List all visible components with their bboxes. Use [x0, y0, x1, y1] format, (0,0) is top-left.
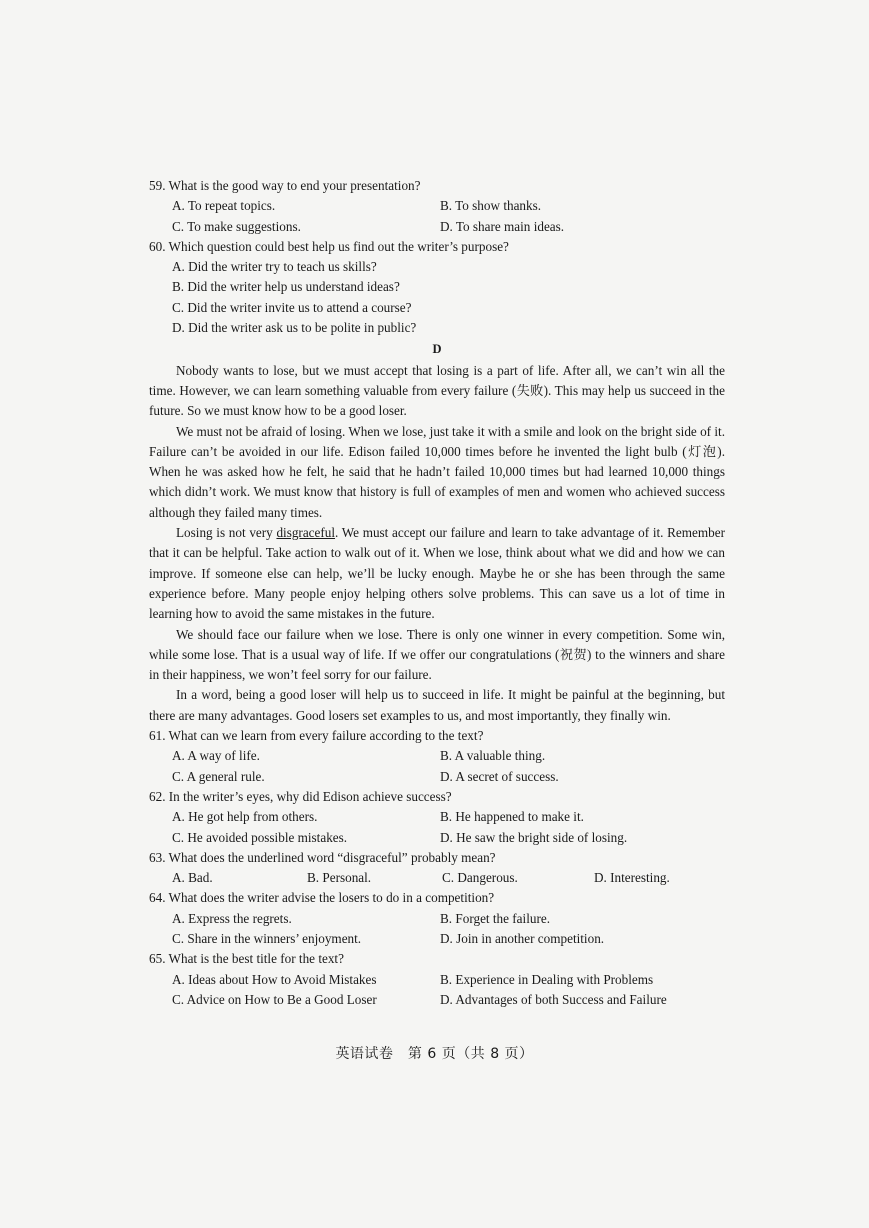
option-64-c: C. Share in the winners’ enjoyment. — [172, 930, 362, 946]
option-64-a: A. Express the regrets. — [172, 910, 292, 926]
question-63: 63. What does the underlined word “disgraceful” probably mean? — [149, 849, 496, 865]
option-59-d: D. To share main ideas. — [440, 218, 565, 234]
paragraph-3-rest: . We must accept our failure and learn to take advantage of it. Remember that it can be helpful. Take action to walk out of it. When we lose, think about what we did and how we can improve. If someone else can help, we’ll be lucky enough. Maybe he or she has been through the same experience before. Many people enjoy helping others solve problems. This can save us a lot of time in learning how to avoid the same mistakes in the future. — [149, 525, 725, 622]
option-63-a: A. Bad. — [172, 870, 213, 886]
option-65-d: D. Advantages of both Success and Failure — [440, 991, 667, 1007]
page-footer: 英语试卷 第 6 页（共 8 页） — [335, 1046, 534, 1062]
question-65-options — [149, 970, 725, 1011]
passage-paragraph-2: We must not be afraid of losing. When we lose, just take it with a smile and look on the bright side of it. Failure can’t be avoided in our life. Edison failed 10,000 times before he invented the light bulb (灯泡). When he was asked how he felt, he said that he hadn’t failed 10,000 times but had learned 10,000 things which didn’t work. We must know that history is full of examples of men and women who achieved success although they failed many times. — [149, 423, 725, 520]
passage-paragraph-1: Nobody wants to lose, but we must accept that losing is a part of life. After all, we can’t win all the time. However, we can learn something valuable from every failure (失败). This may help us succeed in the future. So we must know how to be a good loser. — [149, 362, 725, 419]
question-60-options — [149, 257, 725, 338]
option-60-b: B. Did the writer help us understand ideas? — [172, 279, 400, 295]
question-65: 65. What is the best title for the text? — [149, 951, 344, 967]
option-65-a: A. Ideas about How to Avoid Mistakes — [172, 971, 377, 987]
passage-paragraph-3 — [149, 523, 725, 624]
option-64-b: B. Forget the failure. — [440, 910, 550, 926]
option-60-a: A. Did the writer try to teach us skills? — [172, 259, 377, 275]
question-59-options — [149, 196, 725, 237]
section-heading: D — [432, 342, 442, 357]
option-65-b: B. Experience in Dealing with Problems — [440, 971, 654, 987]
question-61-options — [149, 746, 725, 787]
option-63-b: B. Personal. — [307, 870, 372, 886]
question-61: 61. What can we learn from every failure according to the text? — [149, 728, 484, 744]
underlined-word: disgraceful — [276, 525, 336, 541]
option-59-c: C. To make suggestions. — [172, 218, 301, 234]
question-59: 59. What is the good way to end your presentation? — [149, 178, 421, 193]
option-61-b: B. A valuable thing. — [440, 748, 546, 764]
option-64-d: D. Join in another competition. — [440, 930, 605, 946]
question-64: 64. What does the writer advise the losers to do in a competition? — [149, 890, 495, 906]
option-61-c: C. A general rule. — [172, 768, 265, 784]
option-65-c: C. Advice on How to Be a Good Loser — [172, 991, 377, 1007]
option-59-b: B. To show thanks. — [440, 198, 542, 214]
option-62-a: A. He got help from others. — [172, 809, 318, 825]
option-63-c: C. Dangerous. — [442, 870, 518, 886]
passage-paragraph-4: We should face our failure when we lose. There is only one winner in every competition. Some win, while some lose. That is a usual way of life. If we offer our congratulations (祝贺) to the winners and share in their happiness, we won’t feel sorry for our failure. — [149, 626, 725, 683]
passage-paragraph-5: In a word, being a good loser will help us to succeed in life. It might be painful at the beginning, but there are many advantages. Good losers set examples to us, and most importantly, they finally win. — [149, 687, 725, 723]
question-60: 60. Which question could best help us find out the writer’s purpose? — [149, 238, 509, 254]
option-62-b: B. He happened to make it. — [440, 809, 584, 825]
option-59-a: A. To repeat topics. — [172, 198, 276, 214]
option-61-d: D. A secret of success. — [440, 768, 559, 784]
question-62-options — [149, 807, 725, 848]
option-61-a: A. A way of life. — [172, 748, 260, 764]
question-62: 62. In the writer’s eyes, why did Edison achieve success? — [149, 788, 452, 804]
page-content — [149, 176, 725, 1010]
option-60-d: D. Did the writer ask us to be polite in public? — [172, 320, 417, 336]
option-63-d: D. Interesting. — [594, 870, 670, 886]
question-63-options — [149, 868, 725, 888]
option-62-d: D. He saw the bright side of losing. — [440, 829, 628, 845]
paragraph-3-start: Losing is not very — [176, 525, 277, 541]
option-62-c: C. He avoided possible mistakes. — [172, 829, 348, 845]
question-64-options — [149, 909, 725, 950]
option-60-c: C. Did the writer invite us to attend a course? — [172, 299, 412, 315]
